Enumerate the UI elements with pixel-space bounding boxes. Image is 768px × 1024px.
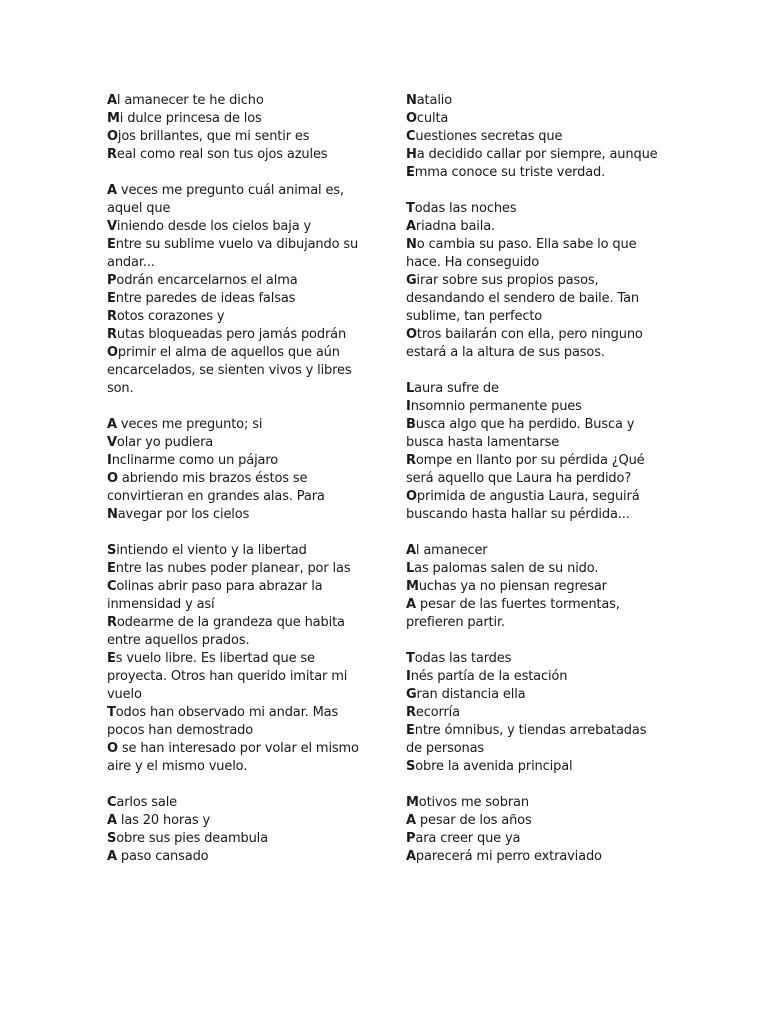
line-text: odos han observado mi andar. Mas pocos han demostrado [107, 705, 339, 738]
line-text: l amanecer te he dicho [116, 93, 264, 108]
line-text: obre la avenida principal [415, 759, 573, 774]
poem-line [107, 740, 365, 776]
line-text: obre sus pies deambula [116, 831, 268, 846]
poem-line [107, 704, 365, 740]
poem-line [107, 560, 365, 578]
acrostic-initial: A [406, 597, 416, 612]
line-text: odrán encarcelarnos el alma [116, 273, 298, 288]
acrostic-initial: N [107, 507, 118, 522]
poem-line [406, 326, 664, 362]
acrostic-initial: N [406, 93, 417, 108]
poem-line [107, 614, 365, 650]
acrostic-initial: S [107, 543, 117, 558]
acrostic-stanza [406, 650, 664, 776]
poem-line [107, 452, 365, 470]
line-text: ran distancia ella [416, 687, 526, 702]
poem-line [406, 830, 664, 848]
poem-line [107, 290, 365, 308]
line-text: nclinarme como un pájaro [111, 453, 279, 468]
poem-line [107, 830, 365, 848]
line-text: ntre las nubes poder planear, por las [115, 561, 351, 576]
poem-line [107, 272, 365, 290]
line-text: olinas abrir paso para abrazar la inmensidad y así [107, 579, 323, 612]
acrostic-initial: C [107, 795, 117, 810]
acrostic-initial: N [406, 237, 417, 252]
acrostic-stanza [107, 794, 365, 866]
poem-line [406, 722, 664, 758]
line-text: ecorría [415, 705, 460, 720]
line-text: a decidido callar por siempre, aunque [416, 147, 658, 162]
line-text: eal como real son tus ojos azules [116, 147, 328, 162]
acrostic-initial: O [107, 741, 118, 756]
poem-line [406, 794, 664, 812]
line-text: odearme de la grandeza que habita entre aquellos prados. [107, 615, 345, 648]
line-text: nsomnio permanente pues [410, 399, 582, 414]
line-text: s vuelo libre. Es libertad que se proyecta. Otros han querido imitar mi vuelo [107, 651, 348, 702]
acrostic-initial: T [107, 705, 116, 720]
line-text: uestiones secretas que [415, 129, 563, 144]
acrostic-initial: P [406, 831, 416, 846]
acrostic-initial: A [406, 219, 416, 234]
acrostic-initial: O [406, 327, 417, 342]
poem-line [107, 542, 365, 560]
poem-line [406, 668, 664, 686]
poem-line [107, 416, 365, 434]
acrostic-stanza [107, 416, 365, 524]
line-text: las 20 horas y [116, 813, 211, 828]
line-text: irar sobre sus propios pasos, desandando el sendero de baile. Tan sublime, tan perfecto [406, 273, 640, 324]
poem-line [406, 578, 664, 596]
line-text: ntre paredes de ideas falsas [115, 291, 296, 306]
acrostic-stanza [406, 794, 664, 866]
acrostic-stanza [406, 92, 664, 182]
acrostic-initial: I [406, 399, 411, 414]
acrostic-initial: E [107, 291, 116, 306]
line-text: avegar por los cielos [117, 507, 250, 522]
acrostic-initial: M [406, 795, 419, 810]
acrostic-stanza [107, 92, 365, 164]
acrostic-initial: C [107, 579, 117, 594]
poem-line [406, 686, 664, 704]
line-text: mma conoce su triste verdad. [414, 165, 606, 180]
line-text: aura sufre de [414, 381, 499, 396]
acrostic-initial: E [107, 561, 116, 576]
poem-line [406, 272, 664, 326]
line-text: ara creer que ya [415, 831, 521, 846]
acrostic-stanza [406, 542, 664, 632]
line-text: o cambia su paso. Ella sabe lo que hace. Ha conseguido [406, 237, 637, 270]
acrostic-initial: S [406, 759, 416, 774]
acrostic-initial: A [107, 183, 117, 198]
acrostic-stanza [406, 380, 664, 524]
acrostic-initial: A [406, 849, 416, 864]
poem-line [406, 416, 664, 452]
acrostic-initial: M [406, 579, 419, 594]
line-text: arlos sale [116, 795, 178, 810]
poem-line [406, 704, 664, 722]
acrostic-initial: L [406, 381, 415, 396]
line-text: as palomas salen de su nido. [414, 561, 599, 576]
line-text: olar yo pudiera [116, 435, 214, 450]
acrostic-initial: O [107, 345, 118, 360]
acrostic-initial: A [107, 813, 117, 828]
poem-line [406, 92, 664, 110]
poem-line [107, 344, 365, 398]
line-text: tros bailarán con ella, pero ninguno estará a la altura de sus pasos. [406, 327, 643, 360]
poem-line [406, 560, 664, 578]
poem-line [107, 308, 365, 326]
poem-line [107, 236, 365, 272]
line-text: atalio [416, 93, 453, 108]
acrostic-initial: O [107, 129, 118, 144]
line-text: nés partía de la estación [410, 669, 568, 684]
poem-line [406, 758, 664, 776]
line-text: usca algo que ha perdido. Busca y busca hasta lamentarse [406, 417, 635, 450]
poem-line [107, 218, 365, 236]
acrostic-initial: E [107, 237, 116, 252]
line-text: otos corazones y [116, 309, 225, 324]
line-text: riadna baila. [415, 219, 496, 234]
poem-line [107, 128, 365, 146]
acrostic-initial: H [406, 147, 417, 162]
acrostic-initial: A [406, 813, 416, 828]
poem-line [107, 794, 365, 812]
poem-line [107, 650, 365, 704]
acrostic-initial: R [107, 327, 117, 342]
poem-line [107, 506, 365, 524]
acrostic-initial: L [406, 561, 415, 576]
right-column [406, 92, 664, 884]
line-text: se han interesado por volar el mismo aire y el mismo vuelo. [107, 741, 359, 774]
acrostic-initial: M [107, 111, 120, 126]
acrostic-initial: I [406, 669, 411, 684]
line-text: pesar de los años [415, 813, 532, 828]
acrostic-initial: T [406, 651, 415, 666]
acrostic-initial: E [406, 723, 415, 738]
acrostic-initial: R [406, 705, 416, 720]
acrostic-initial: G [406, 273, 417, 288]
poem-line [107, 182, 365, 218]
poem-line [107, 92, 365, 110]
acrostic-initial: R [107, 309, 117, 324]
line-text: pesar de las fuertes tormentas, prefieren partir. [406, 597, 620, 630]
poem-line [107, 848, 365, 866]
poem-line [406, 218, 664, 236]
poem-line [107, 326, 365, 344]
poem-line [406, 110, 664, 128]
acrostic-initial: C [406, 129, 416, 144]
acrostic-initial: B [406, 417, 416, 432]
acrostic-initial: R [406, 453, 416, 468]
poem-line [406, 488, 664, 524]
acrostic-initial: A [406, 543, 416, 558]
acrostic-initial: G [406, 687, 417, 702]
line-text: abriendo mis brazos éstos se convirtieran en grandes alas. Para [107, 471, 325, 504]
acrostic-stanza [406, 200, 664, 362]
acrostic-initial: V [107, 435, 117, 450]
acrostic-initial: O [406, 489, 417, 504]
acrostic-initial: E [406, 165, 415, 180]
poem-line [406, 236, 664, 272]
line-text: iniendo desde los cielos baja y [116, 219, 312, 234]
poem-line [107, 812, 365, 830]
poem-line [406, 848, 664, 866]
left-column [107, 92, 365, 884]
poem-line [406, 200, 664, 218]
line-text: veces me pregunto cuál animal es, aquel que [107, 183, 344, 216]
line-text: parecerá mi perro extraviado [415, 849, 602, 864]
acrostic-stanza [107, 542, 365, 776]
poem-line [107, 146, 365, 164]
poem-line [406, 452, 664, 488]
line-text: otivos me sobran [418, 795, 529, 810]
line-text: ompe en llanto por su pérdida ¿Qué será aquello que Laura ha perdido? [406, 453, 645, 486]
line-text: intiendo el viento y la libertad [116, 543, 307, 558]
line-text: ntre su sublime vuelo va dibujando su andar... [107, 237, 359, 270]
poem-line [406, 650, 664, 668]
poem-line [406, 812, 664, 830]
acrostic-initial: I [107, 453, 112, 468]
acrostic-initial: P [107, 273, 117, 288]
poem-line [406, 128, 664, 146]
acrostic-initial: O [406, 111, 417, 126]
poem-line [406, 146, 664, 164]
line-text: i dulce princesa de los [119, 111, 262, 126]
line-text: jos brillantes, que mi sentir es [117, 129, 310, 144]
acrostic-initial: O [107, 471, 118, 486]
line-text: uchas ya no piensan regresar [418, 579, 607, 594]
line-text: odas las tardes [414, 651, 512, 666]
acrostic-initial: A [107, 93, 117, 108]
poem-line [406, 542, 664, 560]
acrostic-stanza [107, 182, 365, 398]
acrostic-initial: V [107, 219, 117, 234]
line-text: odas las noches [414, 201, 517, 216]
acrostic-initial: E [107, 651, 116, 666]
acrostic-initial: S [107, 831, 117, 846]
line-text: culta [416, 111, 449, 126]
poem-line [406, 164, 664, 182]
acrostic-initial: A [107, 849, 117, 864]
poem-line [107, 110, 365, 128]
acrostic-initial: T [406, 201, 415, 216]
poem-line [406, 596, 664, 632]
line-text: veces me pregunto; si [116, 417, 263, 432]
line-text: primida de angustia Laura, seguirá buscando hasta hallar su pérdida... [406, 489, 640, 522]
acrostic-initial: R [107, 147, 117, 162]
line-text: l amanecer [415, 543, 488, 558]
poem-line [107, 470, 365, 506]
line-text: primir el alma de aquellos que aún encarcelados, se sienten vivos y libres son. [107, 345, 352, 396]
line-text: utas bloqueadas pero jamás podrán [116, 327, 347, 342]
acrostic-initial: R [107, 615, 117, 630]
poem-line [406, 380, 664, 398]
acrostic-initial: A [107, 417, 117, 432]
poem-line [406, 398, 664, 416]
poem-line [107, 434, 365, 452]
line-text: paso cansado [116, 849, 209, 864]
line-text: ntre ómnibus, y tiendas arrebatadas de personas [406, 723, 647, 756]
poem-line [107, 578, 365, 614]
